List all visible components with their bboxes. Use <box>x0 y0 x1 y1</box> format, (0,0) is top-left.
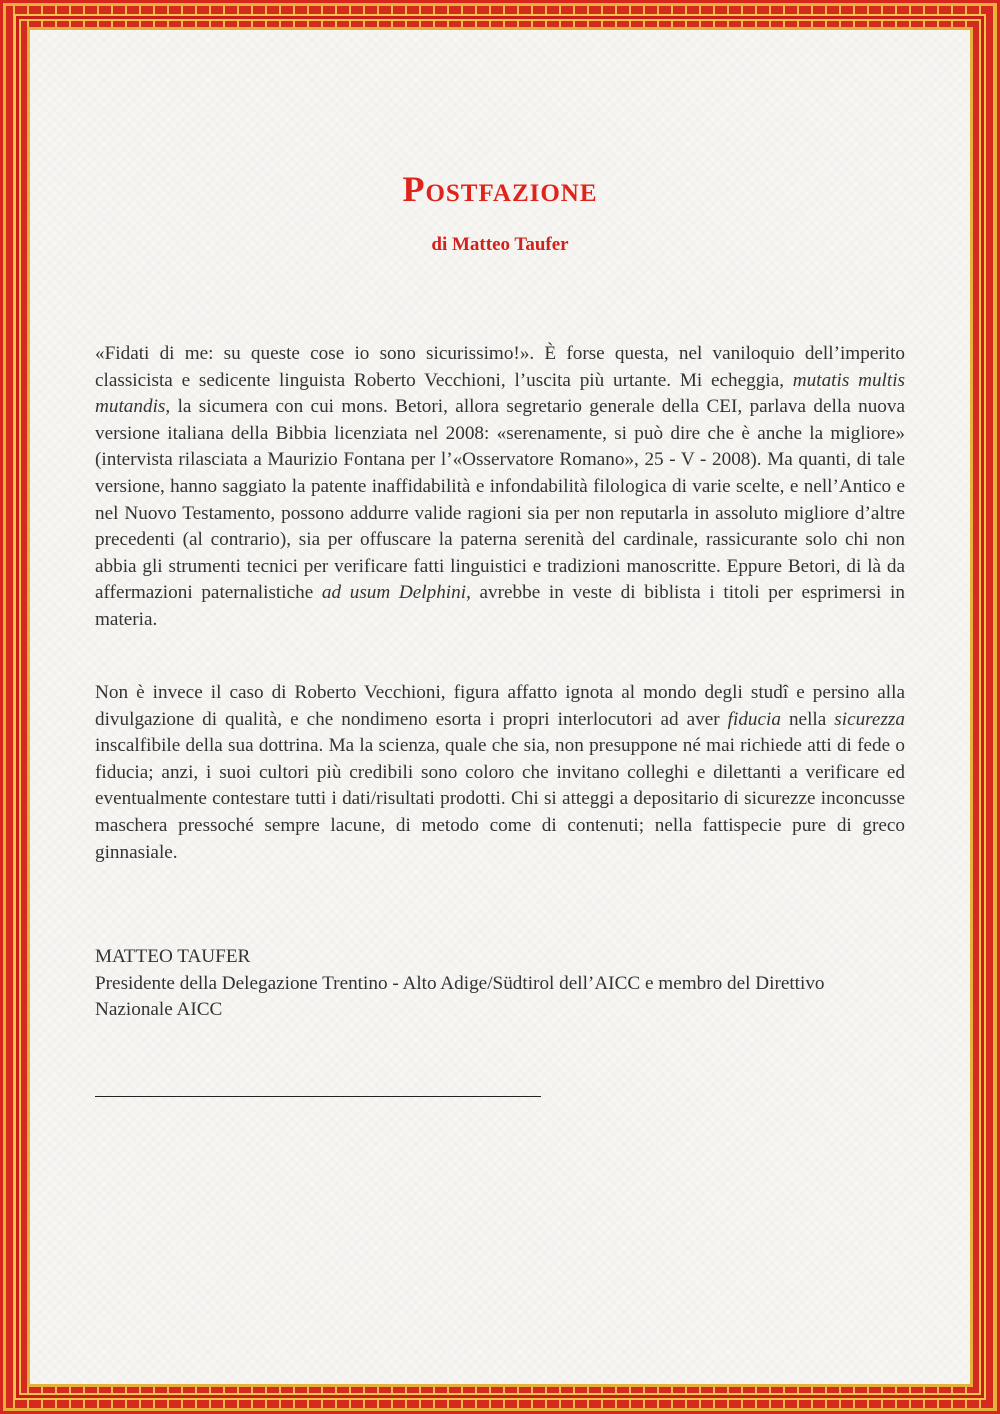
text-run: Non è invece il caso di Roberto Vecchioni, figura affatto ignota al mondo degli studî e persino alla divulgazione di qualità, e che nondimeno esorta i propri interlocutori ad aver <box>95 682 905 730</box>
italic-phrase: sicurezza <box>834 708 905 730</box>
text-run: , avrebbe in veste di biblista i titoli per esprimersi in materia. <box>95 582 905 630</box>
text-run: «Fidati di me: su queste cose io sono sicurissimo!». È forse questa, nel vaniloquio dell’imperito classicista e sedicente linguista Roberto Vecchioni, l’uscita più urtante. Mi echeggia, <box>95 343 905 391</box>
paragraph-2 <box>95 680 905 866</box>
signature-name: MATTEO TAUFER <box>95 946 251 967</box>
footnote-separator-line <box>95 1096 541 1097</box>
italic-phrase: mutatis multis mutandis <box>95 369 905 418</box>
signature-block <box>95 944 905 1024</box>
byline: di Matteo Taufer <box>431 234 569 255</box>
italic-phrase: ad usum Delphini <box>321 582 467 604</box>
text-run: inscalfibile della sua dottrina. Ma la scienza, quale che sia, non presuppone né mai richiede atti di fede o fiducia; anzi, i suoi cultori più credibili sono coloro che invitano colleghi e dilettanti a verificare ed eventualmente contestare tutti i dati/risultati prodotti. Chi si atteggi a depositario di sicurezze inconcusse maschera pressoché sempre lacune, di metodo come di contenuti; nella fattispecie pure di greco ginnasiale. <box>95 735 905 863</box>
text-run: , la sicumera con cui mons. Betori, allora segretario generale della CEI, parlava della nuova versione italiana della Bibbia licenziata nel 2008: «serenamente, si può dire che è anche la migliore» (intervista rilasciata a Maurizio Fontana per l’«Osservatore Romano», 25 - V - 2008). Ma quanti, di tale versione, hanno saggiato la patente inaffidabilità e infondabilità filologica di varie scelte, e nell’Antico e nel Nuovo Testamento, possono addurre valide ragioni sia per non reputarla in assoluto migliore d’altre precedenti (al contrario), sia per offuscare la paterna serenità del cardinale, rassicurante solo chi non abbia gli strumenti tecnici per verificare fatti linguistici e tradizioni manoscritte. Eppure Betori, di là da affermazioni paternalistiche <box>95 396 905 604</box>
italic-phrase: fiducia <box>727 708 781 730</box>
signature-role: Presidente della Delegazione Trentino - Alto Adige/Südtirol dell’AICC e membro del Direttivo Nazionale AICC <box>95 972 825 1021</box>
page-title: Postfazione <box>402 169 598 209</box>
text-run: nella <box>780 708 835 730</box>
paragraph-1 <box>95 341 905 634</box>
